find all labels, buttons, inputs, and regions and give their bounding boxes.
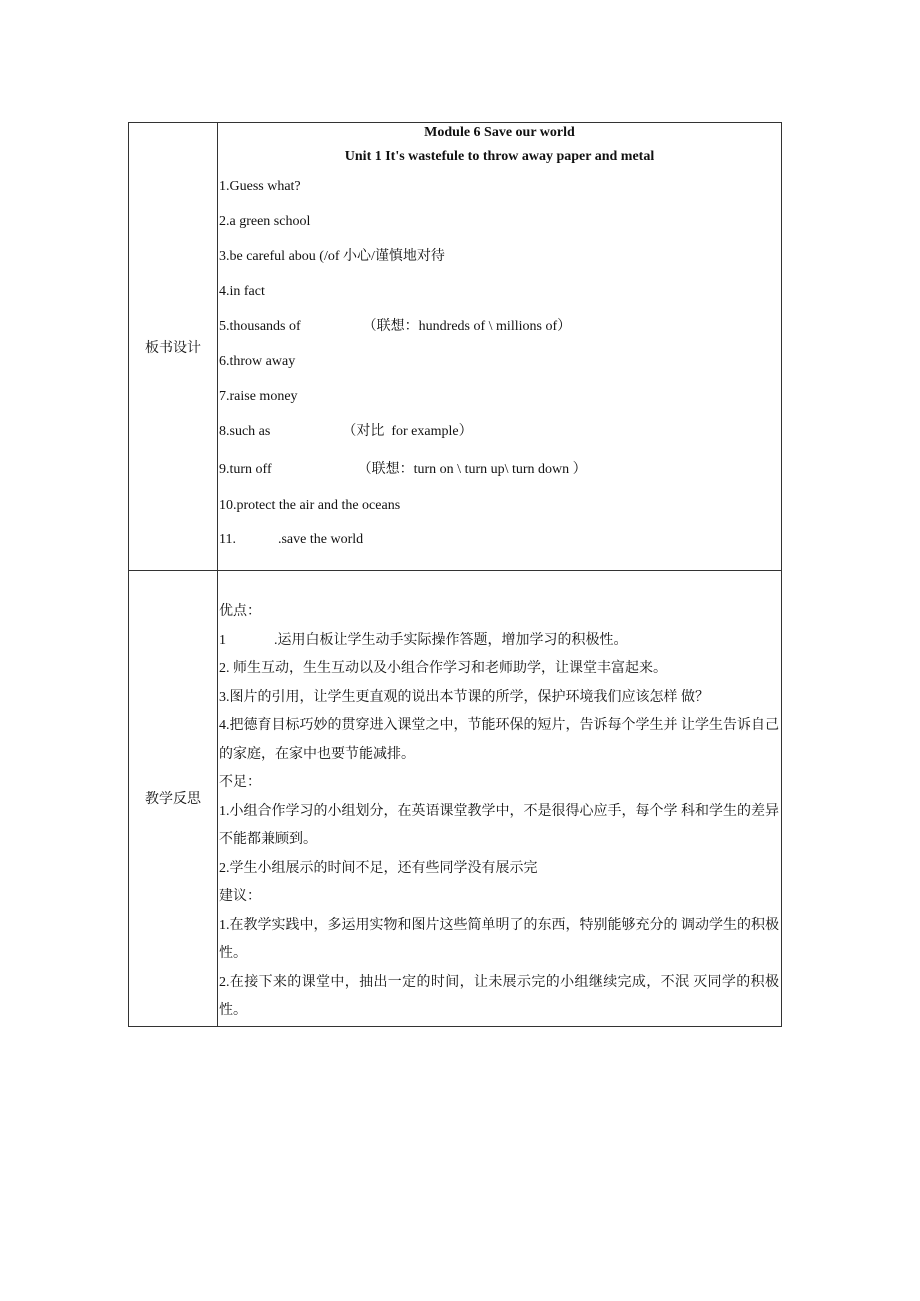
- board-item-number: 4.: [219, 284, 230, 299]
- board-item-text: be careful abou (/of 小心/谨慎地对待: [229, 249, 445, 264]
- board-item: [218, 422, 781, 442]
- board-item-text: a green school: [229, 214, 311, 229]
- pros-item-number: 3.: [219, 689, 230, 705]
- board-item-text: throw away: [229, 354, 296, 369]
- pros-item-number: 4.: [219, 718, 230, 733]
- board-item-note: （对比 for example）: [342, 424, 473, 439]
- board-item-number: 8.: [219, 424, 230, 439]
- board-item: [218, 282, 781, 302]
- board-item-number: 2.: [219, 214, 230, 229]
- board-row: [129, 123, 782, 571]
- board-item-text: .save the world: [277, 532, 364, 547]
- board-item-number: 7.: [219, 389, 230, 404]
- board-item-note: （联想：hundreds of \ millions of）: [362, 319, 572, 334]
- suggest-item-number: 2.: [219, 974, 230, 990]
- board-item: [218, 177, 781, 197]
- pros-heading: 优点：: [219, 604, 261, 619]
- cons-item: [219, 855, 779, 884]
- board-item-text: thousands of: [229, 319, 301, 334]
- board-item-number: 10.: [219, 498, 237, 513]
- lesson-table: [128, 122, 782, 1027]
- board-item-text: raise money: [229, 389, 298, 404]
- pros-item-text: 师生互动，生生互动以及小组合作学习和老师助学，让课堂丰富起来。: [229, 661, 667, 676]
- cons-item-text: 学生小组展示的时间不足，还有些同学没有展示完: [229, 860, 538, 876]
- pros-item-text: .运用白板让学生动手实际操作答题，增加学习的积极性。: [274, 632, 628, 648]
- board-item-text: turn off: [229, 462, 272, 477]
- reflect-block: [218, 571, 781, 1026]
- board-item-text: Guess what?: [229, 179, 301, 194]
- pros-item: [219, 712, 779, 769]
- suggest-item: [219, 969, 779, 1026]
- reflect-label: 教学反思: [129, 571, 218, 1027]
- suggest-item: [219, 912, 779, 969]
- pros-item-number: 2.: [219, 661, 230, 676]
- board-item-number: 9.: [219, 462, 230, 477]
- board-item: [218, 212, 781, 232]
- cons-item-text: 小组合作学习的小组划分，在英语课堂教学中，不是很得心应手，每个学 科和学生的差异不能都兼顾到。: [219, 803, 779, 847]
- suggest-item-text: 在教学实践中，多运用实物和图片这些简单明了的东西，特别能够充分的 调动学生的积极性。: [219, 917, 779, 961]
- cons-item: [219, 798, 779, 855]
- board-item-note: （联想：turn on \ turn up\ turn down ）: [357, 462, 587, 477]
- cons-item-number: 2.: [219, 860, 230, 876]
- board-content: [218, 123, 782, 571]
- reflect-row: [129, 571, 782, 1027]
- board-item-text: such as: [229, 424, 271, 439]
- pros-list: [219, 627, 779, 770]
- board-item: [218, 317, 781, 337]
- board-title-module: Module 6 Save our world: [424, 125, 575, 140]
- board-item-number: 3.: [219, 249, 230, 264]
- board-item-text: protect the air and the oceans: [236, 498, 401, 513]
- suggest-heading: 建议：: [219, 889, 261, 904]
- suggest-list: [219, 912, 779, 1026]
- suggest-item-number: 1.: [219, 917, 230, 933]
- cons-list: [219, 798, 779, 884]
- board-list: [218, 177, 781, 550]
- pros-item-number: 1: [219, 632, 226, 648]
- board-item: [218, 247, 781, 267]
- board-item: [218, 530, 781, 550]
- board-item-number: 6.: [219, 354, 230, 369]
- pros-item-text: 把德育目标巧妙的贯穿进入课堂之中，节能环保的短片，告诉每个学生并 让学生告诉自己的家庭，在家中也要节能减排。: [219, 718, 779, 762]
- pros-item: [219, 684, 779, 713]
- cons-heading: 不足：: [219, 775, 261, 790]
- board-item-number: 5.: [219, 319, 230, 334]
- board-label: 板书设计: [129, 123, 218, 571]
- board-item: [218, 387, 781, 407]
- board-item-text: in fact: [229, 284, 265, 299]
- suggest-item-text: 在接下来的课堂中，抽出一定的时间，让未展示完的小组继续完成，不泯 灭同学的积极性。: [219, 974, 779, 1018]
- reflect-content: [218, 571, 782, 1027]
- pros-item: [219, 627, 779, 656]
- board-item-number: 11.: [219, 532, 236, 547]
- board-item: [218, 496, 781, 516]
- board-item: [218, 460, 781, 480]
- cons-item-number: 1.: [219, 803, 230, 819]
- board-title-unit: Unit 1 It's wastefule to throw away paper and metal: [344, 149, 655, 164]
- board-item-number: 1.: [219, 179, 230, 194]
- pros-item: [219, 655, 779, 684]
- board-item: [218, 352, 781, 372]
- pros-item-text: 图片的引用，让学生更直观的说出本节课的所学，保护环境我们应该怎样 做？: [229, 689, 709, 705]
